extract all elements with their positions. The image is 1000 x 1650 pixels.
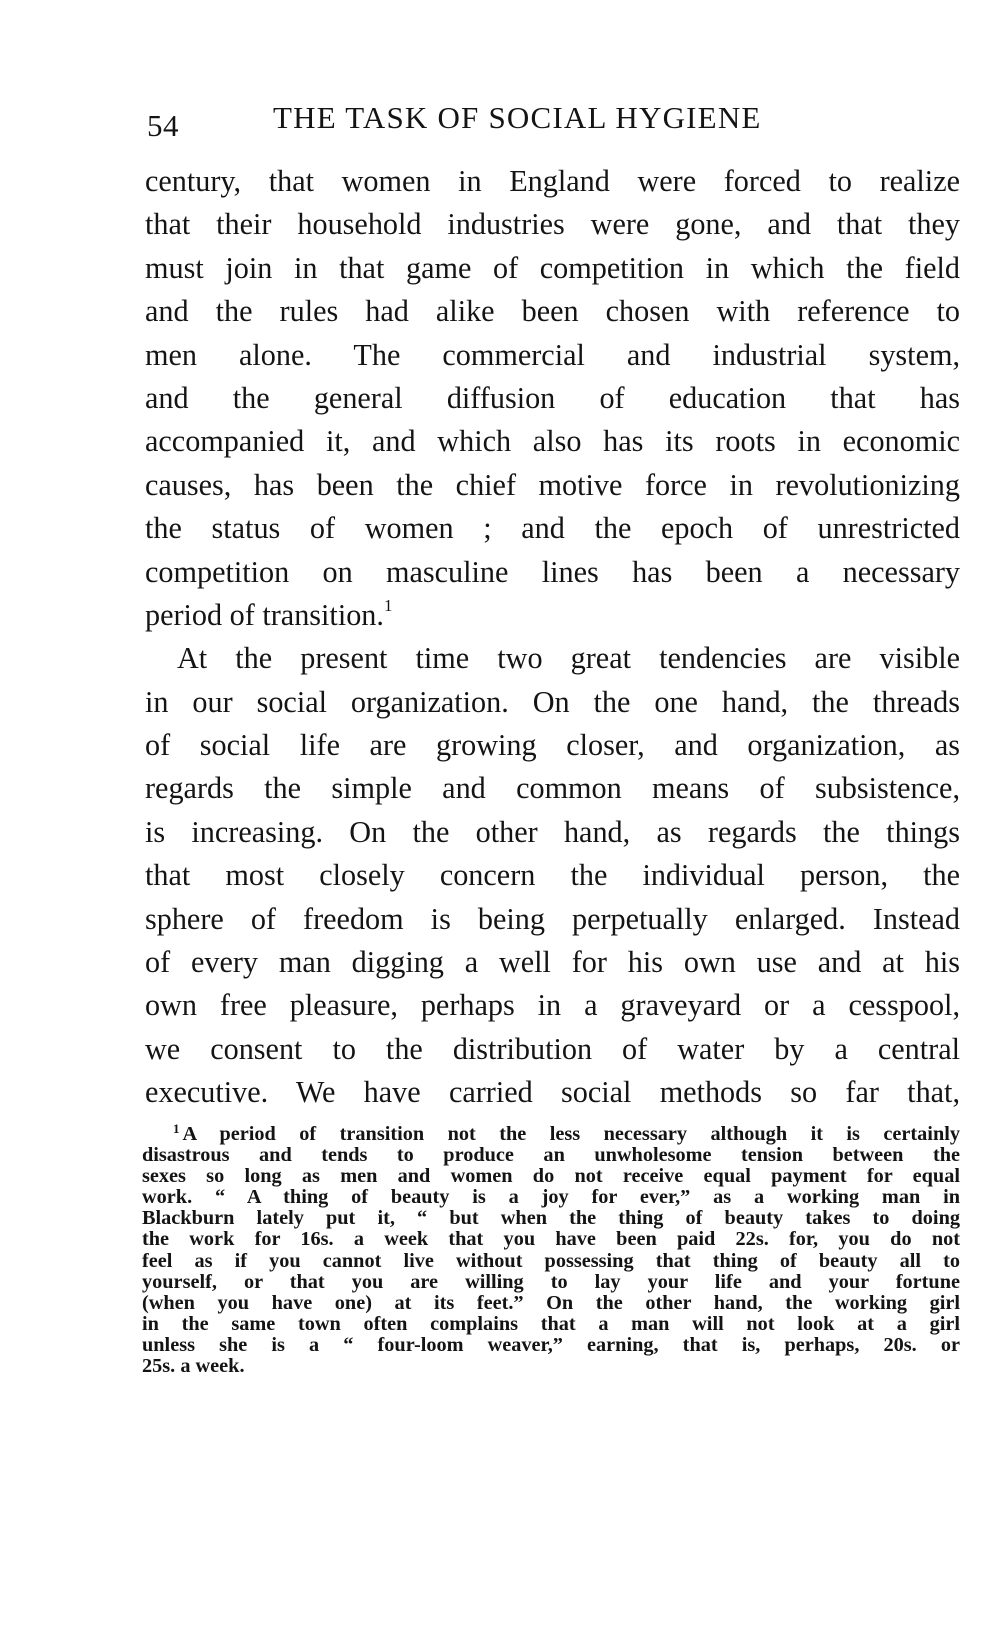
text-line: the status of women ; and the epoch of unrestricted — [145, 511, 960, 546]
text-line: must join in that game of competition in which the field — [145, 250, 960, 285]
text-line: men alone. The commercial and industrial system, — [145, 337, 960, 372]
text-line: sphere of freedom is being perpetually enlarged. Instead — [145, 901, 960, 936]
text-line: we consent to the distribution of water by a central — [145, 1031, 960, 1066]
text-line: in our social organization. On the one hand, the threads — [145, 684, 960, 719]
footnote-line: sexes so long as men and women do not receive equal payment for equal — [142, 1165, 960, 1188]
footnote-line-last: 25s. a week. — [142, 1355, 245, 1378]
running-head — [147, 100, 957, 146]
text-line: that their household industries were gone, and that they — [145, 207, 960, 242]
text-line: executive. We have carried social methods so far that, — [145, 1075, 960, 1110]
running-title: THE TASK OF SOCIAL HYGIENE — [273, 100, 762, 135]
text-line: regards the simple and common means of subsistence, — [145, 771, 960, 806]
footnote-line: unless she is a “ four-loom weaver,” earning, that is, perhaps, 20s. or — [142, 1333, 960, 1356]
text-line: At the present time two great tendencies are visible — [177, 641, 960, 676]
page-number: 54 — [147, 108, 179, 143]
footnote-reference[interactable]: 1 — [383, 595, 393, 615]
footnote-line: (when you have one) at its feet.” On the other hand, the working girl — [142, 1291, 960, 1314]
body-text — [145, 160, 960, 1115]
footnote-line: work. “ A thing of beauty is a joy for ever,” as a working man in — [142, 1186, 960, 1209]
text-line: and the rules had alike been chosen with reference to — [145, 294, 960, 329]
paragraph-continuation — [145, 160, 960, 637]
footnote-line: the work for 16s. a week that you have been paid 22s. for, you do not — [142, 1228, 960, 1251]
footnote-line: feel as if you cannot live without possessing that thing of beauty all to — [142, 1249, 960, 1272]
footnote-line — [142, 1121, 960, 1145]
footnote-line: disastrous and tends to produce an unwholesome tension between the — [142, 1144, 960, 1167]
text-line: that most closely concern the individual person, the — [145, 858, 960, 893]
text-line: competition on masculine lines has been a necessary — [145, 554, 960, 589]
text-line-last — [145, 594, 960, 637]
text-line: of every man digging a well for his own use and at his — [145, 945, 960, 980]
text-line: is increasing. On the other hand, as regards the things — [145, 814, 960, 849]
text-line: and the general diffusion of education that has — [145, 380, 960, 415]
footnote — [142, 1121, 960, 1378]
text-line: causes, has been the chief motive force in revolutionizing — [145, 467, 960, 502]
text-line: of social life are growing closer, and organization, as — [145, 728, 960, 763]
paragraph-present-time — [145, 637, 960, 1114]
text-line: century, that women in England were forced to realize — [145, 164, 960, 198]
text-line-content: period of transition. — [145, 597, 384, 632]
footnote-line: in the same town often complains that a man will not look at a girl — [142, 1312, 960, 1335]
footnote-line: yourself, or that you are willing to lay your life and your fortune — [142, 1270, 960, 1293]
text-line: own free pleasure, perhaps in a graveyard or a cesspool, — [145, 988, 960, 1023]
footnote-line-content: A period of transition not the less necessary although it is certainly — [182, 1123, 960, 1145]
footnote-marker: 1 — [173, 1121, 180, 1136]
text-line: accompanied it, and which also has its roots in economic — [145, 424, 960, 459]
footnote-line: Blackburn lately put it, “ but when the thing of beauty takes to doing — [142, 1207, 960, 1230]
